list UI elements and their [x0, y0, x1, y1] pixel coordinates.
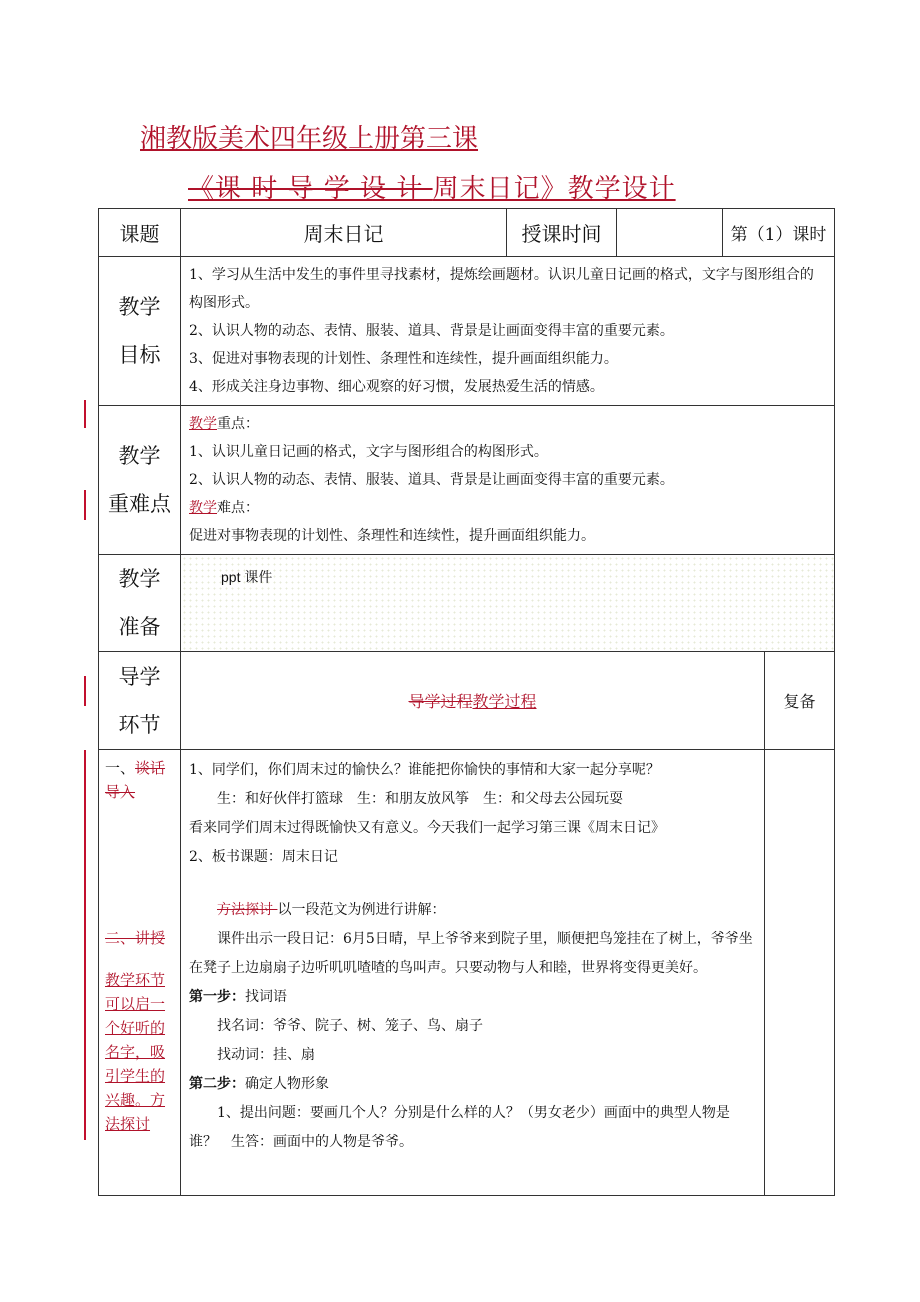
revision-bar	[84, 750, 86, 1140]
content-step2: 第二步：确定人物形象	[189, 1076, 329, 1092]
prep-content	[181, 555, 835, 652]
time-value	[617, 209, 723, 257]
time-label: 授课时间	[507, 209, 617, 257]
key-item: 2、认识人物的动态、表情、服装、道具、背景是让画面变得丰富的重要元素。	[189, 472, 674, 488]
content-diary: 课件出示一段日记：6月5日晴，早上爷爷来到院子里，顺便把鸟笼挂在了树上，爷爷坐在凳子上边扇扇子边听叽叽喳喳的鸟叫声。只要动物与人和睦，世界将变得更美好。	[189, 931, 753, 976]
goal-item: 3、促进对事物表现的计划性、条理性和连续性，提升画面组织能力。	[189, 351, 618, 367]
revision-bar	[84, 490, 86, 520]
key-prefix: 教学	[189, 416, 217, 432]
process-header-row	[99, 652, 835, 750]
topic-label: 课题	[99, 209, 181, 257]
content-p1: 1、同学们，你们周末过的愉快么？谁能把你愉快的事情和大家一起分享呢？	[189, 762, 660, 778]
process-content-row	[99, 750, 835, 1196]
difficulty-item: 促进对事物表现的计划性、条理性和连续性，提升画面组织能力。	[189, 528, 595, 544]
process-title-inserted: 教学过程	[472, 692, 537, 711]
prep-value: ppt 课件	[221, 569, 273, 585]
keypoints-row	[99, 406, 835, 555]
goals-content	[181, 257, 835, 406]
difficulty-title: 难点：	[217, 500, 259, 516]
content-method: 方法探讨 以一段范文为例进行讲解：	[217, 902, 446, 918]
revision-bar	[84, 676, 86, 706]
content-p4: 2、板书课题：周末日记	[189, 849, 338, 865]
goal-item: 1、学习从生活中发生的事件里寻找素材，提炼绘画题材。认识儿童日记画的格式，文字与图形组合的构图形式。	[189, 267, 814, 311]
period-value: 第（1）课时	[723, 209, 835, 257]
section1-number: 一、	[105, 759, 136, 777]
goal-item: 4、形成关注身边事物、细心观察的好习惯，发展热爱生活的情感。	[189, 379, 604, 395]
content-nouns: 找名词：爷爷、院子、树、笼子、鸟、扇子	[217, 1018, 483, 1034]
revision-bar	[84, 400, 86, 428]
goals-row	[99, 257, 835, 406]
content-step1: 第一步：找词语	[189, 989, 287, 1005]
section2-deleted: 二、讲授	[105, 929, 166, 947]
keypoints-label: 教学 重难点	[99, 406, 181, 555]
key-title: 重点：	[217, 416, 259, 432]
section1-deleted-b: 导入	[105, 783, 136, 801]
process-content	[181, 750, 765, 1196]
content-p2: 生：和好伙伴打篮球 生：和朋友放风筝 生：和父母去公园玩耍	[217, 791, 623, 807]
process-title-deleted: 导学过程	[408, 692, 473, 711]
content-q1: 1、提出问题：要画几个人？分别是什么样的人？（男女老少）画面中的典型人物是谁？ 生答：画面中的人物是爷爷。	[189, 1105, 730, 1150]
keypoints-content	[181, 406, 835, 555]
process-title	[181, 652, 765, 750]
lesson-plan-table	[98, 208, 835, 1196]
review-content	[765, 750, 835, 1196]
header-row	[99, 209, 835, 257]
difficulty-prefix: 教学	[189, 500, 217, 516]
key-item: 1、认识儿童日记画的格式，文字与图形组合的构图形式。	[189, 444, 548, 460]
content-verbs: 找动词：挂、扇	[217, 1047, 315, 1063]
document-title-line2	[188, 168, 676, 205]
review-label: 复备	[765, 652, 835, 750]
prep-row	[99, 555, 835, 652]
document-title-line1: 湘教版美术四年级上册第三课	[140, 124, 479, 154]
prep-label: 教学 准备	[99, 555, 181, 652]
section-note: 教学环节可以启一个好听的名字，吸引学生的兴趣。方法探讨	[105, 971, 166, 1133]
topic-value: 周末日记	[181, 209, 507, 257]
section-notes	[99, 750, 181, 1196]
title-inserted-text: 周末日记》教学设计	[432, 174, 676, 204]
content-p3: 看来同学们周末过得既愉快又有意义。今天我们一起学习第三课《周末日记》	[189, 820, 665, 836]
process-label: 导学 环节	[99, 652, 181, 750]
goal-item: 2、认识人物的动态、表情、服装、道具、背景是让画面变得丰富的重要元素。	[189, 323, 674, 339]
title-deleted-text: 《课 时 导 学 设 计	[188, 174, 433, 204]
section1-deleted-a: 谈话	[135, 759, 166, 777]
goals-label: 教学 目标	[99, 257, 181, 406]
